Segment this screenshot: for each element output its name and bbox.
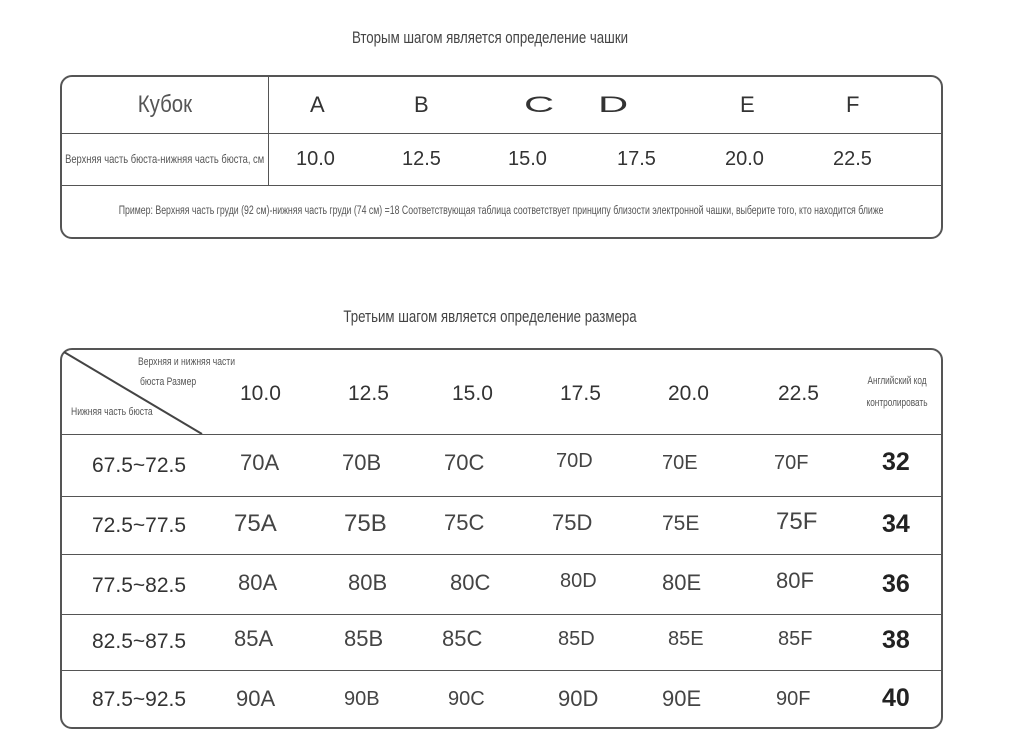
size-cell: 85C <box>442 626 483 651</box>
cup-diff-value: 22.5 <box>833 147 872 170</box>
cup-letter: C <box>524 92 555 117</box>
cup-diff-value: 17.5 <box>617 147 656 170</box>
cup-diff-label: Верхняя часть бюста-нижняя часть бюста, см <box>65 152 265 166</box>
row-range: 77.5~82.5 <box>92 574 187 597</box>
size-cell: 80A <box>238 570 278 595</box>
size-cell: 85F <box>778 628 813 650</box>
size-cell: 85B <box>344 626 384 651</box>
cup-letter: D <box>598 92 629 117</box>
size-cell: 70C <box>444 450 485 475</box>
table-row <box>62 670 941 727</box>
corner-top-label: бюста Размер <box>140 376 197 388</box>
band-code: 38 <box>882 626 910 654</box>
size-cell: 80C <box>450 570 491 595</box>
size-cell: 70F <box>774 452 809 474</box>
cup-diff-value: 10.0 <box>296 147 335 170</box>
size-header-diff: 10.0 <box>240 382 281 405</box>
cup-header-cell <box>62 77 268 133</box>
table-row <box>62 496 941 554</box>
cup-diff-value: 15.0 <box>508 147 547 170</box>
size-section-title: Третьим шагом является определение размера <box>343 307 637 326</box>
table-row <box>62 614 941 670</box>
english-code-header-line: контролировать <box>866 397 928 409</box>
row-range: 67.5~72.5 <box>92 454 187 477</box>
size-cell: 90C <box>448 688 485 710</box>
cup-diff-value: 12.5 <box>402 147 441 170</box>
size-header-diff: 17.5 <box>560 382 601 405</box>
cup-note-cell <box>62 185 941 237</box>
size-cell: 75E <box>662 512 700 535</box>
row-range: 87.5~92.5 <box>92 688 187 711</box>
corner-top-label: Верхняя и нижняя части <box>138 356 236 368</box>
size-cell: 90A <box>236 686 276 711</box>
size-cell: 75B <box>344 510 387 537</box>
cup-table <box>60 75 943 239</box>
size-cell: 75C <box>444 510 485 535</box>
size-cell: 90E <box>662 686 702 711</box>
size-cell: 90D <box>558 686 599 711</box>
size-cell: 80F <box>776 568 814 593</box>
size-cell: 80D <box>560 570 597 592</box>
size-header-diff: 12.5 <box>348 382 389 405</box>
size-cell: 75F <box>776 508 818 535</box>
table-row <box>62 554 941 614</box>
size-cell: 80B <box>348 570 388 595</box>
band-code: 32 <box>882 448 910 476</box>
cup-diffs-row <box>268 133 943 185</box>
band-code: 36 <box>882 570 910 598</box>
cup-section-title: Вторым шагом является определение чашки <box>351 28 629 47</box>
size-cell: 75A <box>234 510 277 537</box>
band-code: 34 <box>882 510 910 538</box>
cup-letter: B <box>414 92 429 117</box>
cup-letter: A <box>310 92 325 117</box>
cup-letter: F <box>846 92 860 117</box>
cup-diff-label-cell <box>62 133 268 185</box>
size-cell: 70B <box>342 450 382 475</box>
size-header-diff: 22.5 <box>778 382 819 405</box>
size-cell: 70A <box>240 450 280 475</box>
english-code-header-line: Английский код <box>867 375 927 387</box>
row-range: 72.5~77.5 <box>92 514 187 537</box>
size-cell: 85E <box>668 628 704 650</box>
band-code: 40 <box>882 684 910 712</box>
size-cell: 90F <box>776 688 811 710</box>
cup-letter: E <box>740 92 755 117</box>
english-code-header <box>852 370 942 414</box>
cup-header-label: Кубок <box>137 91 193 118</box>
cup-diff-value: 20.0 <box>725 147 764 170</box>
size-table <box>60 348 943 729</box>
size-cell: 85A <box>234 626 274 651</box>
size-cell: 70D <box>556 450 593 472</box>
size-cell: 90B <box>344 688 380 710</box>
row-range: 82.5~87.5 <box>92 630 187 653</box>
corner-bottom-label: Нижняя часть бюста <box>71 406 153 418</box>
size-header-diff: 20.0 <box>668 382 709 405</box>
cup-letters-row <box>268 77 943 133</box>
cup-note: Пример: Верхняя часть груди (92 см)-нижняя часть груди (74 см) =18 Соответствующая таблица соответствует принципу близости электронной чашки, выберите того, кто находится ближе <box>119 205 884 217</box>
size-cell: 70E <box>662 452 698 474</box>
table-row <box>62 434 941 496</box>
size-cell: 85D <box>558 628 595 650</box>
size-header-diff: 15.0 <box>452 382 493 405</box>
size-cell: 75D <box>552 510 593 535</box>
size-cell: 80E <box>662 570 702 595</box>
